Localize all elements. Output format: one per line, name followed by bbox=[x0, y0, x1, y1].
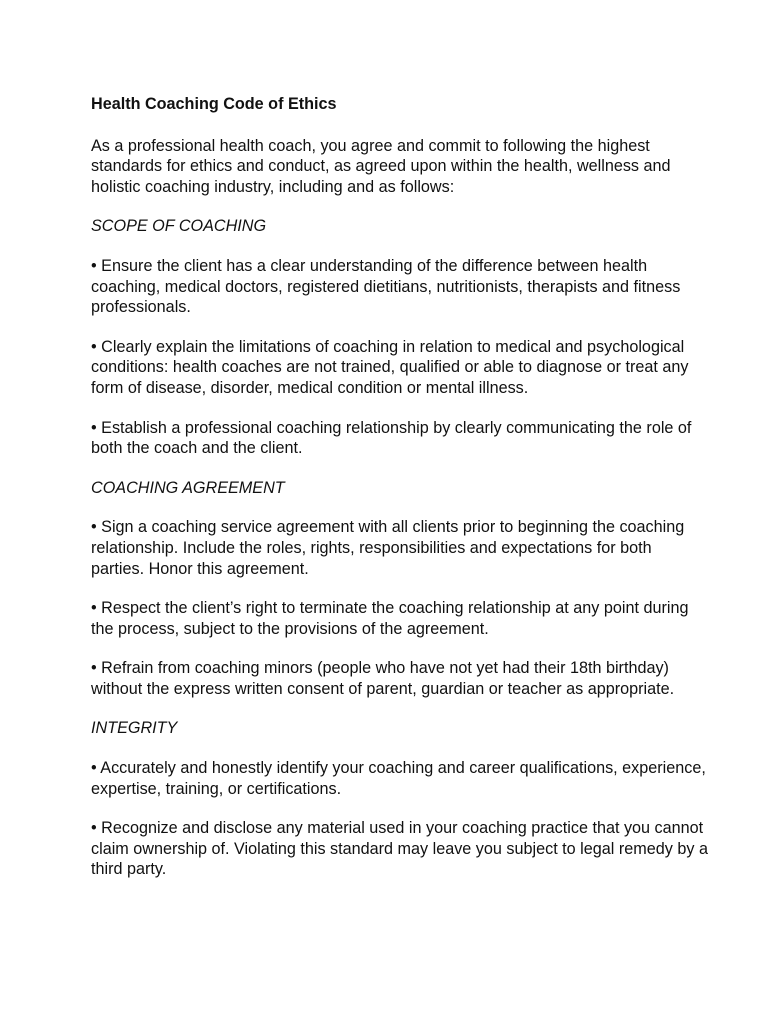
intro-paragraph: As a professional health coach, you agree and commit to following the highest standards for ethics and conduct, as agreed upon within the health, wellness and holistic coaching industry, including and as follows: bbox=[91, 136, 671, 196]
bullet-paragraph: • Recognize and disclose any material used in your coaching practice that you cannot claim ownership of. Violating this standard may leave you subject to legal remedy by a third party. bbox=[91, 819, 708, 879]
bullet-paragraph: • Respect the client’s right to terminate the coaching relationship at any point during the process, subject to the provisions of the agreement. bbox=[91, 599, 689, 638]
document-title: Health Coaching Code of Ethics bbox=[91, 95, 337, 113]
bullet-paragraph: • Establish a professional coaching relationship by clearly communicating the role of both the coach and the client. bbox=[91, 418, 692, 458]
bullet-paragraph: • Sign a coaching service agreement with all clients prior to beginning the coaching relationship. Include the roles, rights, responsibilities and expectations for both parties. Honor this agreement. bbox=[91, 518, 685, 578]
bullet-paragraph: • Ensure the client has a clear understanding of the difference between health coaching, medical doctors, registered dietitians, nutritionists, therapists and fitness professionals. bbox=[91, 256, 681, 317]
bullet-paragraph: • Clearly explain the limitations of coaching in relation to medical and psychological conditions: health coaches are not trained, qualified or able to diagnose or treat any form of disease, disorder, medical condition or mental illness. bbox=[91, 337, 689, 397]
section-heading-integrity: INTEGRITY bbox=[91, 719, 178, 738]
section-heading-scope: SCOPE OF COACHING bbox=[91, 217, 267, 236]
bullet-paragraph: • Refrain from coaching minors (people who have not yet had their 18th birthday) without the express written consent of parent, guardian or teacher as appropriate. bbox=[91, 659, 675, 698]
bullet-paragraph: • Accurately and honestly identify your coaching and career qualifications, experience, expertise, training, or certifications. bbox=[91, 759, 706, 798]
section-heading-agreement: COACHING AGREEMENT bbox=[91, 478, 285, 497]
